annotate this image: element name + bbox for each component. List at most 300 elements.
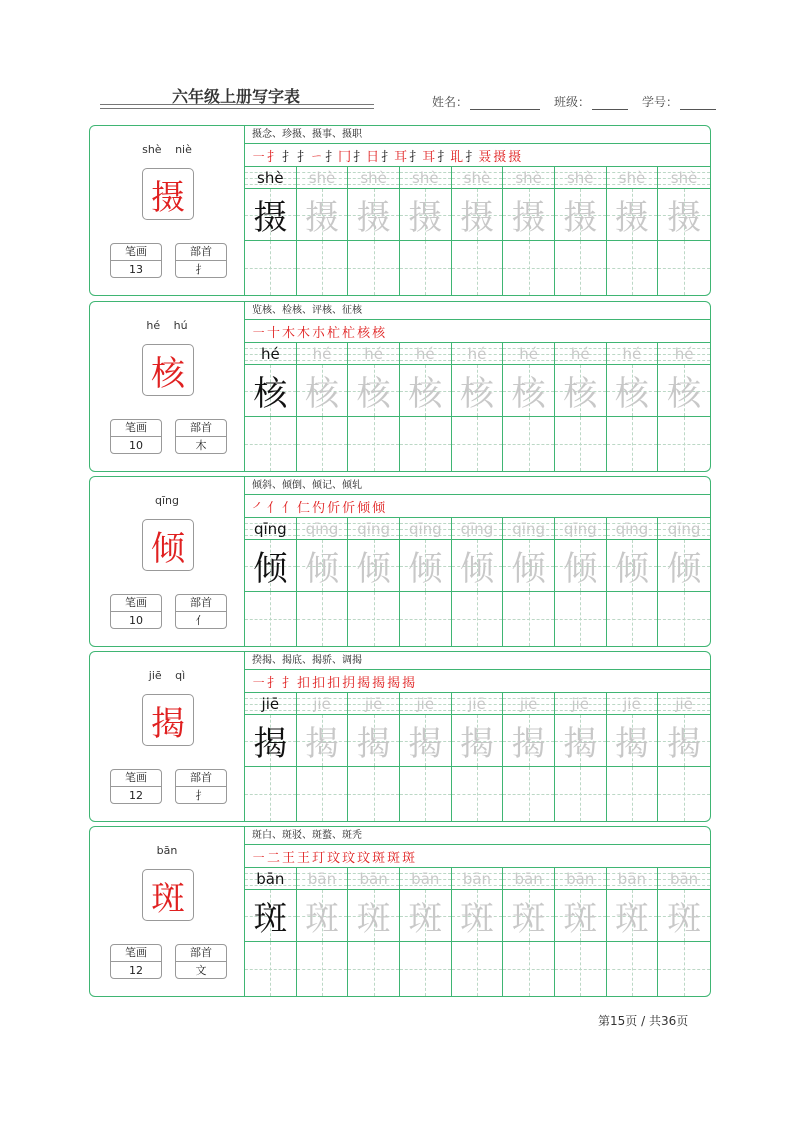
- pinyin-trace: qīng: [615, 520, 649, 538]
- blank-writing-cell[interactable]: [452, 241, 503, 295]
- character-cell: [503, 890, 554, 942]
- stroke-step-new: 冂: [338, 149, 352, 165]
- stroke-count-box: [110, 594, 162, 629]
- blank-writing-cell[interactable]: [607, 592, 658, 646]
- practice-cell[interactable]: [658, 693, 710, 821]
- grid-guide-horizontal: [658, 619, 710, 620]
- practice-cell[interactable]: [348, 343, 400, 471]
- stroke-step: [508, 146, 521, 165]
- pinyin-cell: [503, 868, 554, 890]
- blank-writing-cell[interactable]: [400, 241, 451, 295]
- blank-writing-cell[interactable]: [555, 592, 606, 646]
- radical-value: 木: [195, 439, 207, 452]
- stroke-count-label: 笔画: [111, 420, 161, 437]
- radical-label: 部首: [176, 595, 226, 612]
- blank-writing-cell[interactable]: [297, 767, 348, 821]
- practice-cell[interactable]: [452, 693, 504, 821]
- stroke-step: [282, 322, 295, 341]
- pinyin-trace: jiē: [623, 695, 641, 713]
- character-model: 斑: [253, 899, 288, 939]
- practice-cell[interactable]: [452, 518, 504, 646]
- stroke-count-label: 笔画: [111, 770, 161, 787]
- stroke-step: [493, 146, 506, 165]
- character-cell: [658, 365, 710, 417]
- stroke-step-new: 杧: [327, 325, 341, 341]
- blank-writing-cell[interactable]: [400, 942, 451, 996]
- char-info-panel: [90, 827, 245, 996]
- blank-writing-cell[interactable]: [658, 417, 710, 471]
- character-cell: [348, 890, 399, 942]
- blank-writing-cell[interactable]: [400, 592, 451, 646]
- pinyin-trace: shè: [412, 169, 439, 187]
- character-trace: 倾: [667, 549, 702, 589]
- practice-cell[interactable]: [245, 693, 297, 821]
- practice-cell[interactable]: [348, 518, 400, 646]
- character-cell: [297, 540, 348, 592]
- page-number: 第15页 / 共36页: [598, 1014, 689, 1028]
- blank-writing-cell[interactable]: [503, 942, 554, 996]
- practice-cell[interactable]: [503, 518, 555, 646]
- stroke-step-new: 仁: [297, 500, 311, 516]
- stroke-step: [312, 672, 325, 691]
- stroke-step-new: 摄: [508, 149, 522, 165]
- example-words: 摄念、珍摄、摄事、摄职: [245, 126, 710, 144]
- blank-writing-cell[interactable]: [452, 417, 503, 471]
- pinyin-cell: [658, 167, 710, 189]
- blank-writing-cell[interactable]: [658, 241, 710, 295]
- grid-guide-horizontal: [400, 619, 451, 620]
- blank-writing-cell[interactable]: [297, 592, 348, 646]
- stroke-step: [297, 847, 310, 866]
- blank-writing-cell[interactable]: [400, 767, 451, 821]
- stroke-step: [437, 146, 463, 165]
- stroke-step-new: 扌: [267, 675, 281, 691]
- stroke-step-new: 耳: [422, 149, 436, 165]
- blank-writing-cell[interactable]: [245, 592, 296, 646]
- stroke-step-new: 斑: [402, 850, 416, 866]
- blank-writing-cell[interactable]: [607, 241, 658, 295]
- stroke-step: [327, 322, 340, 341]
- blank-writing-cell[interactable]: [555, 942, 606, 996]
- pinyin-cell: [658, 518, 710, 540]
- blank-writing-cell[interactable]: [297, 942, 348, 996]
- blank-writing-cell[interactable]: [245, 942, 296, 996]
- practice-cell[interactable]: [503, 343, 555, 471]
- pinyin-trace: hé: [622, 345, 642, 363]
- stroke-step-new: 王: [282, 850, 296, 866]
- stroke-step-new: 扌: [267, 149, 281, 165]
- character-cell: [245, 715, 296, 767]
- grid-guide-horizontal: [658, 268, 710, 269]
- stroke-step-new: 玎: [312, 850, 326, 866]
- practice-cell[interactable]: [555, 518, 607, 646]
- character-cell: [607, 890, 658, 942]
- stroke-step-new: 揭: [357, 675, 371, 691]
- character-trace: 倾: [563, 549, 598, 589]
- stroke-step: [282, 672, 295, 691]
- stroke-step-new: ㇒: [252, 500, 266, 516]
- practice-cell[interactable]: [503, 167, 555, 295]
- character-cell: [297, 365, 348, 417]
- grid-guide-horizontal: [658, 969, 710, 970]
- pinyin-cell: [245, 343, 296, 365]
- pinyin-header: jiē qì: [148, 669, 186, 682]
- pinyin-cell: [607, 518, 658, 540]
- stroke-step: [387, 847, 400, 866]
- stroke-count-value: 12: [129, 789, 143, 802]
- pinyin-model: qīng: [253, 520, 287, 538]
- practice-panel: [245, 652, 710, 821]
- pinyin-trace: bān: [669, 870, 699, 888]
- pinyin-cell: [555, 693, 606, 715]
- stroke-step-new: 玟: [342, 850, 356, 866]
- practice-cell[interactable]: [555, 693, 607, 821]
- character-cell: [297, 715, 348, 767]
- name-field[interactable]: [470, 98, 540, 110]
- blank-writing-cell[interactable]: [245, 767, 296, 821]
- blank-writing-cell[interactable]: [555, 767, 606, 821]
- practice-cell[interactable]: [452, 167, 504, 295]
- character-cell: [245, 890, 296, 942]
- pinyin-cell: [297, 167, 348, 189]
- class-field[interactable]: [592, 98, 628, 110]
- blank-writing-cell[interactable]: [503, 592, 554, 646]
- grid-guide-horizontal: [245, 268, 296, 269]
- practice-cell[interactable]: [400, 868, 452, 996]
- blank-writing-cell[interactable]: [607, 942, 658, 996]
- pinyin-cell: [658, 868, 710, 890]
- practice-panel: [245, 477, 710, 646]
- practice-cell[interactable]: [658, 167, 710, 295]
- pinyin-cell: [297, 518, 348, 540]
- character-cell: [658, 189, 710, 241]
- character-trace: 揭: [614, 724, 649, 764]
- grid-guide-horizontal: [607, 268, 658, 269]
- pinyin-trace: bān: [462, 870, 492, 888]
- stroke-step: [465, 146, 491, 165]
- stroke-step-new: 揭: [372, 675, 386, 691]
- blank-writing-cell[interactable]: [607, 417, 658, 471]
- practice-cell[interactable]: [607, 167, 659, 295]
- practice-cell[interactable]: [245, 343, 297, 471]
- practice-cell[interactable]: [607, 693, 659, 821]
- character-cell: [658, 890, 710, 942]
- stroke-step-new: 玟: [327, 850, 341, 866]
- grid-guide-horizontal: [297, 619, 348, 620]
- practice-cell[interactable]: [297, 868, 349, 996]
- char-info-panel: [90, 302, 245, 471]
- stroke-step: [312, 847, 325, 866]
- stroke-step-new: 扣: [312, 675, 326, 691]
- stroke-step-prev: 扌: [381, 149, 395, 165]
- blank-writing-cell[interactable]: [245, 417, 296, 471]
- blank-writing-cell[interactable]: [245, 241, 296, 295]
- pinyin-model: hé: [260, 345, 280, 363]
- pinyin-cell: [555, 868, 606, 890]
- practice-cell[interactable]: [555, 167, 607, 295]
- practice-cell[interactable]: [658, 518, 710, 646]
- pinyin-trace: hé: [364, 345, 384, 363]
- pinyin-trace: bān: [566, 870, 595, 888]
- blank-writing-cell[interactable]: [348, 942, 399, 996]
- character-trace: 倾: [459, 549, 494, 589]
- character-trace: 斑: [459, 899, 494, 939]
- pinyin-cell: [245, 518, 296, 540]
- stroke-step-new: 朩: [312, 325, 326, 341]
- practice-cell[interactable]: [245, 868, 297, 996]
- character-trace: 倾: [511, 549, 546, 589]
- radical-box: [175, 243, 227, 278]
- character-trace: 摄: [563, 198, 598, 238]
- character-trace: 揭: [356, 724, 391, 764]
- practice-cell[interactable]: [245, 167, 297, 295]
- grid-guide-horizontal: [400, 794, 451, 795]
- pinyin-trace: shè: [515, 169, 542, 187]
- stroke-step-new: 十: [267, 325, 281, 341]
- stroke-count-value: 12: [129, 964, 143, 977]
- blank-writing-cell[interactable]: [452, 592, 503, 646]
- practice-cell[interactable]: [607, 868, 659, 996]
- radical-box: [175, 944, 227, 979]
- character-cell: [400, 890, 451, 942]
- practice-cell[interactable]: [348, 693, 400, 821]
- stroke-step: [402, 847, 415, 866]
- char-info-panel: [90, 652, 245, 821]
- stroke-step-new: 斑: [372, 850, 386, 866]
- grid-guide-horizontal: [555, 969, 606, 970]
- pinyin-cell: [452, 518, 503, 540]
- blank-writing-cell[interactable]: [503, 417, 554, 471]
- pinyin-trace: bān: [359, 870, 388, 888]
- stroke-step: [357, 497, 370, 516]
- character-trace: 斑: [667, 899, 702, 939]
- stroke-step: [312, 322, 325, 341]
- stroke-count-box: [110, 769, 162, 804]
- stroke-step: [357, 672, 370, 691]
- practice-cell[interactable]: [297, 518, 349, 646]
- practice-cell[interactable]: [658, 343, 710, 471]
- character-cell: [503, 365, 554, 417]
- grid-guide-horizontal: [348, 444, 399, 445]
- stroke-step-prev: 扌: [297, 149, 311, 165]
- blank-writing-cell[interactable]: [555, 417, 606, 471]
- grid-guide-horizontal: [503, 444, 554, 445]
- blank-writing-cell[interactable]: [503, 767, 554, 821]
- practice-cell[interactable]: [452, 343, 504, 471]
- blank-writing-cell[interactable]: [555, 241, 606, 295]
- stroke-step-new: 抈: [342, 675, 356, 691]
- grid-guide-horizontal: [452, 794, 503, 795]
- radical-value: 扌: [195, 789, 207, 802]
- main-character: 揭: [142, 694, 194, 746]
- character-trace: 揭: [304, 724, 339, 764]
- stroke-step-new: 扌: [282, 675, 296, 691]
- char-card: [89, 125, 711, 296]
- pinyin-cell: [245, 693, 296, 715]
- stroke-step: [342, 672, 355, 691]
- practice-cell[interactable]: [555, 868, 607, 996]
- character-cell: [297, 890, 348, 942]
- stroke-step: [282, 146, 295, 165]
- pinyin-cell: [348, 518, 399, 540]
- stroke-step-new: 耳: [394, 149, 408, 165]
- pinyin-cell: [297, 343, 348, 365]
- radical-box: [175, 769, 227, 804]
- practice-cell[interactable]: [297, 167, 349, 295]
- grid-guide-horizontal: [452, 444, 503, 445]
- blank-writing-cell[interactable]: [503, 241, 554, 295]
- blank-writing-cell[interactable]: [658, 592, 710, 646]
- stroke-step: [297, 672, 310, 691]
- practice-cell[interactable]: [607, 343, 659, 471]
- id-field[interactable]: [680, 98, 716, 110]
- stroke-step: [252, 672, 265, 691]
- blank-writing-cell[interactable]: [452, 942, 503, 996]
- id-label: 学号：: [642, 95, 679, 109]
- practice-cell[interactable]: [245, 518, 297, 646]
- grid-guide-horizontal: [452, 969, 503, 970]
- character-cell: [555, 715, 606, 767]
- character-cell: [245, 540, 296, 592]
- character-cell: [348, 189, 399, 241]
- character-model: 摄: [253, 198, 288, 238]
- stroke-step-new: 王: [297, 850, 311, 866]
- grid-guide-horizontal: [607, 794, 658, 795]
- practice-cell[interactable]: [297, 693, 349, 821]
- blank-writing-cell[interactable]: [658, 942, 710, 996]
- pinyin-trace: jiē: [313, 695, 331, 713]
- pinyin-cell: [607, 343, 658, 365]
- blank-writing-cell[interactable]: [452, 767, 503, 821]
- grid-guide-horizontal: [555, 619, 606, 620]
- practice-cell[interactable]: [400, 518, 452, 646]
- char-card: [89, 301, 711, 472]
- stroke-step: [353, 146, 379, 165]
- character-trace: 揭: [408, 724, 443, 764]
- character-cell: [503, 189, 554, 241]
- radical-label: 部首: [176, 420, 226, 437]
- grid-guide-horizontal: [400, 969, 451, 970]
- practice-cell[interactable]: [452, 868, 504, 996]
- stroke-count-value: 10: [129, 614, 143, 627]
- pinyin-trace: hé: [415, 345, 435, 363]
- blank-writing-cell[interactable]: [297, 417, 348, 471]
- stroke-step-new: 倾: [372, 500, 386, 516]
- stroke-step-new: 伒: [342, 500, 356, 516]
- practice-cell[interactable]: [348, 868, 400, 996]
- pinyin-trace: shè: [670, 169, 698, 187]
- pinyin-cell: [452, 343, 503, 365]
- pinyin-cell: [503, 167, 554, 189]
- stroke-step-new: 耴: [450, 149, 464, 165]
- character-trace: 揭: [563, 724, 598, 764]
- practice-cell[interactable]: [503, 693, 555, 821]
- pinyin-cell: [348, 693, 399, 715]
- practice-cell[interactable]: [555, 343, 607, 471]
- stroke-step-new: ㇐: [252, 675, 266, 691]
- stroke-step: [342, 847, 355, 866]
- stroke-step-new: 木: [282, 325, 296, 341]
- blank-writing-cell[interactable]: [400, 417, 451, 471]
- student-info: [432, 93, 716, 110]
- grid-guide-horizontal: [245, 969, 296, 970]
- character-trace: 摄: [667, 198, 702, 238]
- practice-cell[interactable]: [297, 343, 349, 471]
- pinyin-cell: [555, 343, 606, 365]
- char-info-panel: [90, 477, 245, 646]
- stroke-step: [267, 322, 280, 341]
- stroke-step-new: 仢: [312, 500, 326, 516]
- practice-grid: [245, 868, 710, 996]
- pinyin-cell: [607, 167, 658, 189]
- grid-guide-horizontal: [503, 619, 554, 620]
- pinyin-cell: [452, 693, 503, 715]
- character-cell: [555, 540, 606, 592]
- stroke-step: [325, 146, 351, 165]
- pinyin-cell: [503, 693, 554, 715]
- blank-writing-cell[interactable]: [658, 767, 710, 821]
- character-trace: 倾: [614, 549, 649, 589]
- character-trace: 核: [408, 374, 443, 414]
- stroke-step-new: 摄: [493, 149, 507, 165]
- practice-panel: [245, 126, 710, 295]
- stroke-count-label: 笔画: [111, 945, 161, 962]
- pinyin-cell: [400, 343, 451, 365]
- blank-writing-cell[interactable]: [348, 592, 399, 646]
- practice-cell[interactable]: [607, 518, 659, 646]
- practice-cell[interactable]: [400, 343, 452, 471]
- practice-cell[interactable]: [348, 167, 400, 295]
- stroke-step: [267, 146, 280, 165]
- grid-guide-horizontal: [607, 969, 658, 970]
- stroke-step: [387, 672, 400, 691]
- practice-cell[interactable]: [400, 167, 452, 295]
- blank-writing-cell[interactable]: [348, 767, 399, 821]
- pinyin-trace: jiē: [519, 695, 538, 713]
- blank-writing-cell[interactable]: [297, 241, 348, 295]
- character-trace: 摄: [304, 198, 339, 238]
- blank-writing-cell[interactable]: [348, 417, 399, 471]
- pinyin-model: shè: [257, 169, 284, 187]
- character-cell: [400, 540, 451, 592]
- pinyin-cell: [245, 868, 296, 890]
- pinyin-header: bān: [156, 844, 178, 857]
- stroke-count-label: 笔画: [111, 244, 161, 261]
- stroke-count-box: [110, 243, 162, 278]
- character-cell: [555, 189, 606, 241]
- character-trace: 倾: [356, 549, 391, 589]
- character-trace: 核: [356, 374, 391, 414]
- character-trace: 揭: [511, 724, 546, 764]
- practice-cell[interactable]: [503, 868, 555, 996]
- character-model: 核: [253, 374, 288, 414]
- practice-grid: [245, 518, 710, 646]
- stroke-count-box: [110, 419, 162, 454]
- stroke-step-new: 亻: [282, 500, 296, 516]
- grid-guide-horizontal: [297, 444, 348, 445]
- stroke-step-new: 聂: [478, 149, 492, 165]
- pinyin-cell: [400, 868, 451, 890]
- stroke-step-prev: 扌: [465, 149, 479, 165]
- blank-writing-cell[interactable]: [348, 241, 399, 295]
- pinyin-trace: jiē: [416, 695, 435, 713]
- blank-writing-cell[interactable]: [607, 767, 658, 821]
- character-trace: 摄: [459, 198, 494, 238]
- practice-cell[interactable]: [658, 868, 710, 996]
- grid-guide-horizontal: [503, 969, 554, 970]
- title-underline: [100, 104, 374, 109]
- practice-cell[interactable]: [400, 693, 452, 821]
